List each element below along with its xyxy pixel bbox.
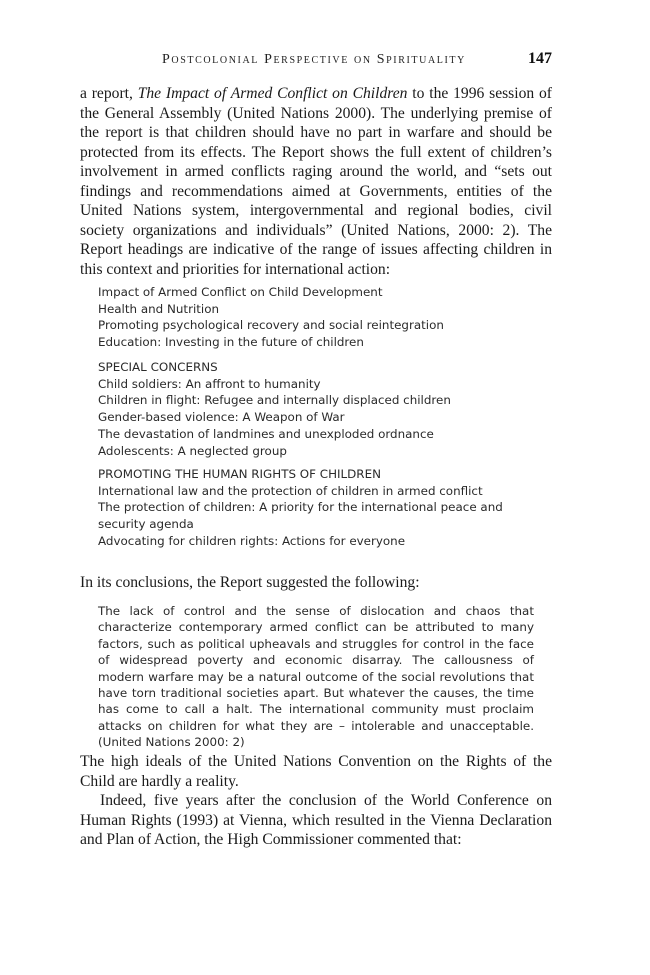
report-headings-group-1 bbox=[98, 284, 554, 351]
list-heading-special-concerns: SPECIAL CONCERNS bbox=[98, 360, 218, 374]
report-headings-group-2 bbox=[98, 359, 554, 459]
list-item: Adolescents: A neglected group bbox=[98, 443, 287, 458]
list-item: Child soldiers: An affront to humanity bbox=[98, 376, 321, 391]
conclusions-intro: In its conclusions, the Report suggested the following: bbox=[80, 574, 420, 591]
page-number: 147 bbox=[528, 50, 552, 67]
report-headings-group-3 bbox=[98, 466, 554, 550]
running-head bbox=[80, 52, 552, 74]
list-item: Impact of Armed Conflict on Child Development bbox=[98, 285, 383, 299]
paragraph-vienna: Indeed, five years after the conclusion of the World Conference on Human Rights (1993) at Vienna, which resulted in the Vienna Declaration and Plan of Action, the High Commissioner commented that: bbox=[80, 792, 552, 848]
list-item: Promoting psychological recovery and social reintegration bbox=[98, 318, 444, 333]
list-item: Children in flight: Refugee and internally displaced children bbox=[98, 393, 451, 408]
block-quote: The lack of control and the sense of dislocation and chaos that characterize contemporary armed conflict can be attributed to many factors, such as political upheavals and struggles for control in the face of widespread poverty and economic disarray. The callousness of modern warfare may be a natural outcome of the social revolutions that have torn traditional societies apart. But whatever the causes, the time has come to call a halt. The international community must proclaim attacks on children for what they are – intolerable and unacceptable. (United Nations 2000: 2) bbox=[98, 604, 534, 750]
paragraph-text-after-title: to the 1996 session of the General Assembly (United Nations 2000). The underlying premise of the report is that children should have no part in warfare and should be protected from its effects. The Report shows the full extent of children’s involvement in armed conflicts raging around the world, and “sets out findings and recommendations aimed at Governments, entities of the United Nations system, intergovernmental and regional bodies, civil society organizations and individuals” (United Nations, 2000: 2). The Report headings are indicative of the range of issues affecting children in this context and priorities for international action: bbox=[80, 85, 552, 278]
list-item: International law and the protection of children in armed conflict bbox=[98, 483, 483, 498]
report-title: The Impact of Armed Conflict on Children bbox=[137, 85, 408, 102]
list-heading-human-rights: PROMOTING THE HUMAN RIGHTS OF CHILDREN bbox=[98, 467, 381, 481]
list-item: The devastation of landmines and unexploded ordnance bbox=[98, 426, 434, 441]
paragraph-report-intro bbox=[80, 84, 552, 279]
list-item: Advocating for children rights: Actions for everyone bbox=[98, 533, 406, 548]
list-item: Health and Nutrition bbox=[98, 301, 220, 316]
paragraph-text-before-title: a report, bbox=[80, 85, 138, 102]
list-item: Gender-based violence: A Weapon of War bbox=[98, 410, 345, 425]
paragraph-convention: The high ideals of the United Nations Convention on the Rights of the Child are hardly a reality. bbox=[80, 753, 552, 790]
list-item: Education: Investing in the future of children bbox=[98, 335, 364, 350]
running-head-title: Postcolonial Perspective on Spirituality bbox=[162, 52, 466, 67]
list-item: The protection of children: A priority for the international peace and security agenda bbox=[98, 500, 503, 532]
